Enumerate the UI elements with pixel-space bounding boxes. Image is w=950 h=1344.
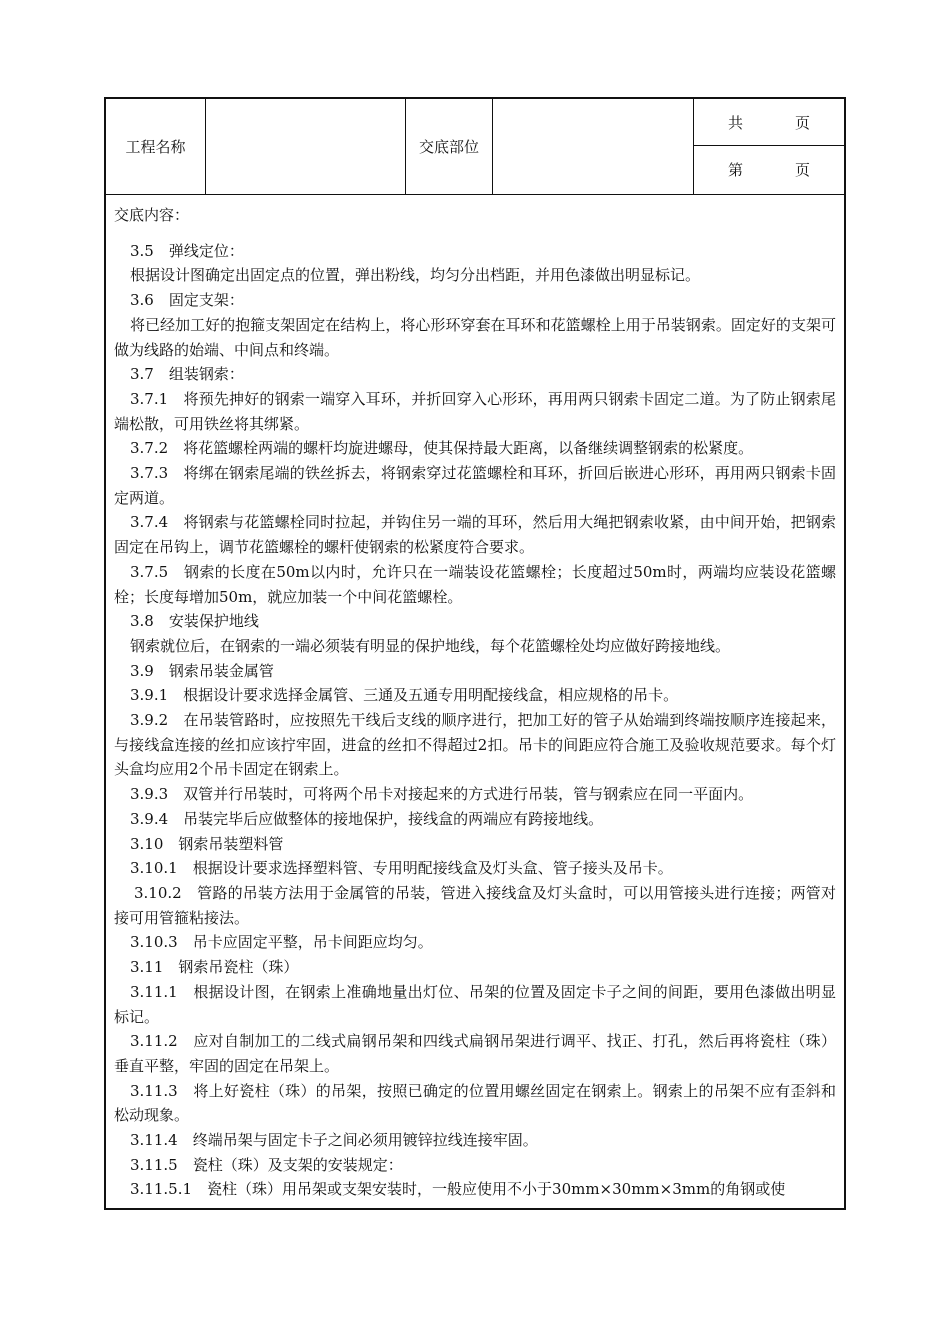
page-label: 第 (728, 160, 744, 179)
header-table (106, 99, 844, 195)
project-name-value[interactable] (206, 99, 405, 194)
paragraph: 3.11.1 根据设计图，在钢索上准确地量出灯位、吊架的位置及固定卡子之间的间距，要用色漆做出明显标记。 (114, 982, 836, 1026)
total-label: 共 (728, 113, 744, 132)
total-pages-cell (693, 99, 844, 145)
section-heading: 3.5 弹线定位： (130, 241, 244, 260)
paragraph: 3.7.3 将绑在钢索尾端的铁丝拆去，将钢索穿过花篮螺栓和耳环，折回后嵌进心形环，再用两只钢索卡固定两道。 (114, 464, 836, 507)
handover-sheet (104, 97, 846, 1210)
section-heading: 3.6 固定支架： (130, 291, 244, 310)
paragraph: 3.10.2 管路的吊装方法用于金属管的吊装，管进入接线盒及灯头盒时，可以用管接头进行连接；两管对接可用管箍粘接法。 (114, 883, 836, 927)
paragraph: 3.10.1 根据设计要求选择塑料管、专用明配接线盒及灯头盒、管子接头及吊卡。 (130, 859, 673, 878)
section-heading: 3.9 钢索吊装金属管 (130, 661, 274, 680)
paragraph: 3.11.3 将上好瓷柱（珠）的吊架，按照已确定的位置用螺丝固定在钢索上。钢索上的吊架不应有歪斜和松动现象。 (114, 1081, 836, 1125)
section-heading: 3.7 组装钢索： (130, 365, 244, 384)
handover-part-value[interactable] (493, 99, 692, 194)
page-unit: 页 (795, 160, 811, 179)
paragraph: 3.9.4 吊装完毕后应做整体的接地保护，接线盒的两端应有跨接地线。 (130, 809, 604, 828)
paragraph: 3.7.2 将花篮螺栓两端的螺杆均旋进螺母，使其保持最大距离，以备继续调整钢索的松紧度。 (130, 439, 754, 458)
paragraph: 3.9.2 在吊装管路时，应按照先干线后支线的顺序进行，把加工好的管子从始端到终端按顺序连接起来，与接线盒连接的丝扣应该拧牢固，进盒的丝扣不得超过2扣。吊卡的间距应符合施工及验收规范要求。每个灯头盒均应用2个吊卡固定在钢索上。 (114, 711, 836, 779)
paragraph: 3.11.5.1 瓷柱（珠）用吊架或支架安装时，一般应使用不小于30mm×30mm×3mm的角钢或使 (130, 1180, 786, 1199)
page-number-cell (693, 146, 844, 192)
handover-content (106, 195, 844, 1202)
paragraph: 将已经加工好的抱箍支架固定在结构上，将心形环穿套在耳环和花篮螺栓上用于吊装钢索。固定好的支架可做为线路的始端、中间点和终端。 (114, 315, 836, 359)
section-heading: 3.10 钢索吊装塑料管 (130, 834, 284, 853)
paragraph: 3.11.4 终端吊架与固定卡子之间必须用镀锌拉线连接牢固。 (130, 1131, 538, 1150)
paragraph: 3.9.1 根据设计要求选择金属管、三通及五通专用明配接线盒，相应规格的吊卡。 (130, 686, 679, 705)
content-label: 交底内容： (114, 206, 190, 224)
paragraph: 3.9.3 双管并行吊装时，可将两个吊卡对接起来的方式进行吊装，管与钢索应在同一平面内。 (130, 785, 754, 804)
paragraph: 3.11.2 应对自制加工的二线式扁钢吊架和四线式扁钢吊架进行调平、找正、打孔，然后再将瓷柱（珠）垂直平整，牢固的固定在吊架上。 (114, 1032, 836, 1075)
paragraph: 钢索就位后，在钢索的一端必须装有明显的保护地线，每个花篮螺栓处均应做好跨接地线。 (130, 636, 731, 655)
paragraph: 3.7.4 将钢索与花篮螺栓同时拉起，并钩住另一端的耳环，然后用大绳把钢索收紧，由中间开始，把钢索固定在吊钩上，调节花篮螺栓的螺杆使钢索的松紧度符合要求。 (114, 513, 836, 557)
paragraph: 3.7.1 将预先抻好的钢索一端穿入耳环，并折回穿入心形环，再用两只钢索卡固定二道。为了防止钢索尾端松散，可用铁丝将其绑紧。 (114, 389, 836, 433)
paragraph: 3.10.3 吊卡应固定平整，吊卡间距应均匀。 (130, 933, 433, 952)
paragraph: 3.7.5 钢索的长度在50m以内时，允许只在一端装设花篮螺栓；长度超过50m时，两端均应装设花篮螺栓；长度每增加50m，就应加装一个中间花篮螺栓。 (114, 562, 836, 606)
paragraph: 3.11.5 瓷柱（珠）及支架的安装规定： (130, 1155, 403, 1174)
section-heading: 3.8 安装保护地线 (130, 612, 259, 631)
section-heading: 3.11 钢索吊瓷柱（珠） (130, 958, 299, 977)
paragraph: 根据设计图确定出固定点的位置，弹出粉线，均匀分出档距，并用色漆做出明显标记。 (130, 266, 701, 285)
total-unit: 页 (795, 113, 811, 132)
handover-part-label: 交底部位 (418, 138, 479, 156)
project-name-label: 工程名称 (125, 138, 186, 156)
